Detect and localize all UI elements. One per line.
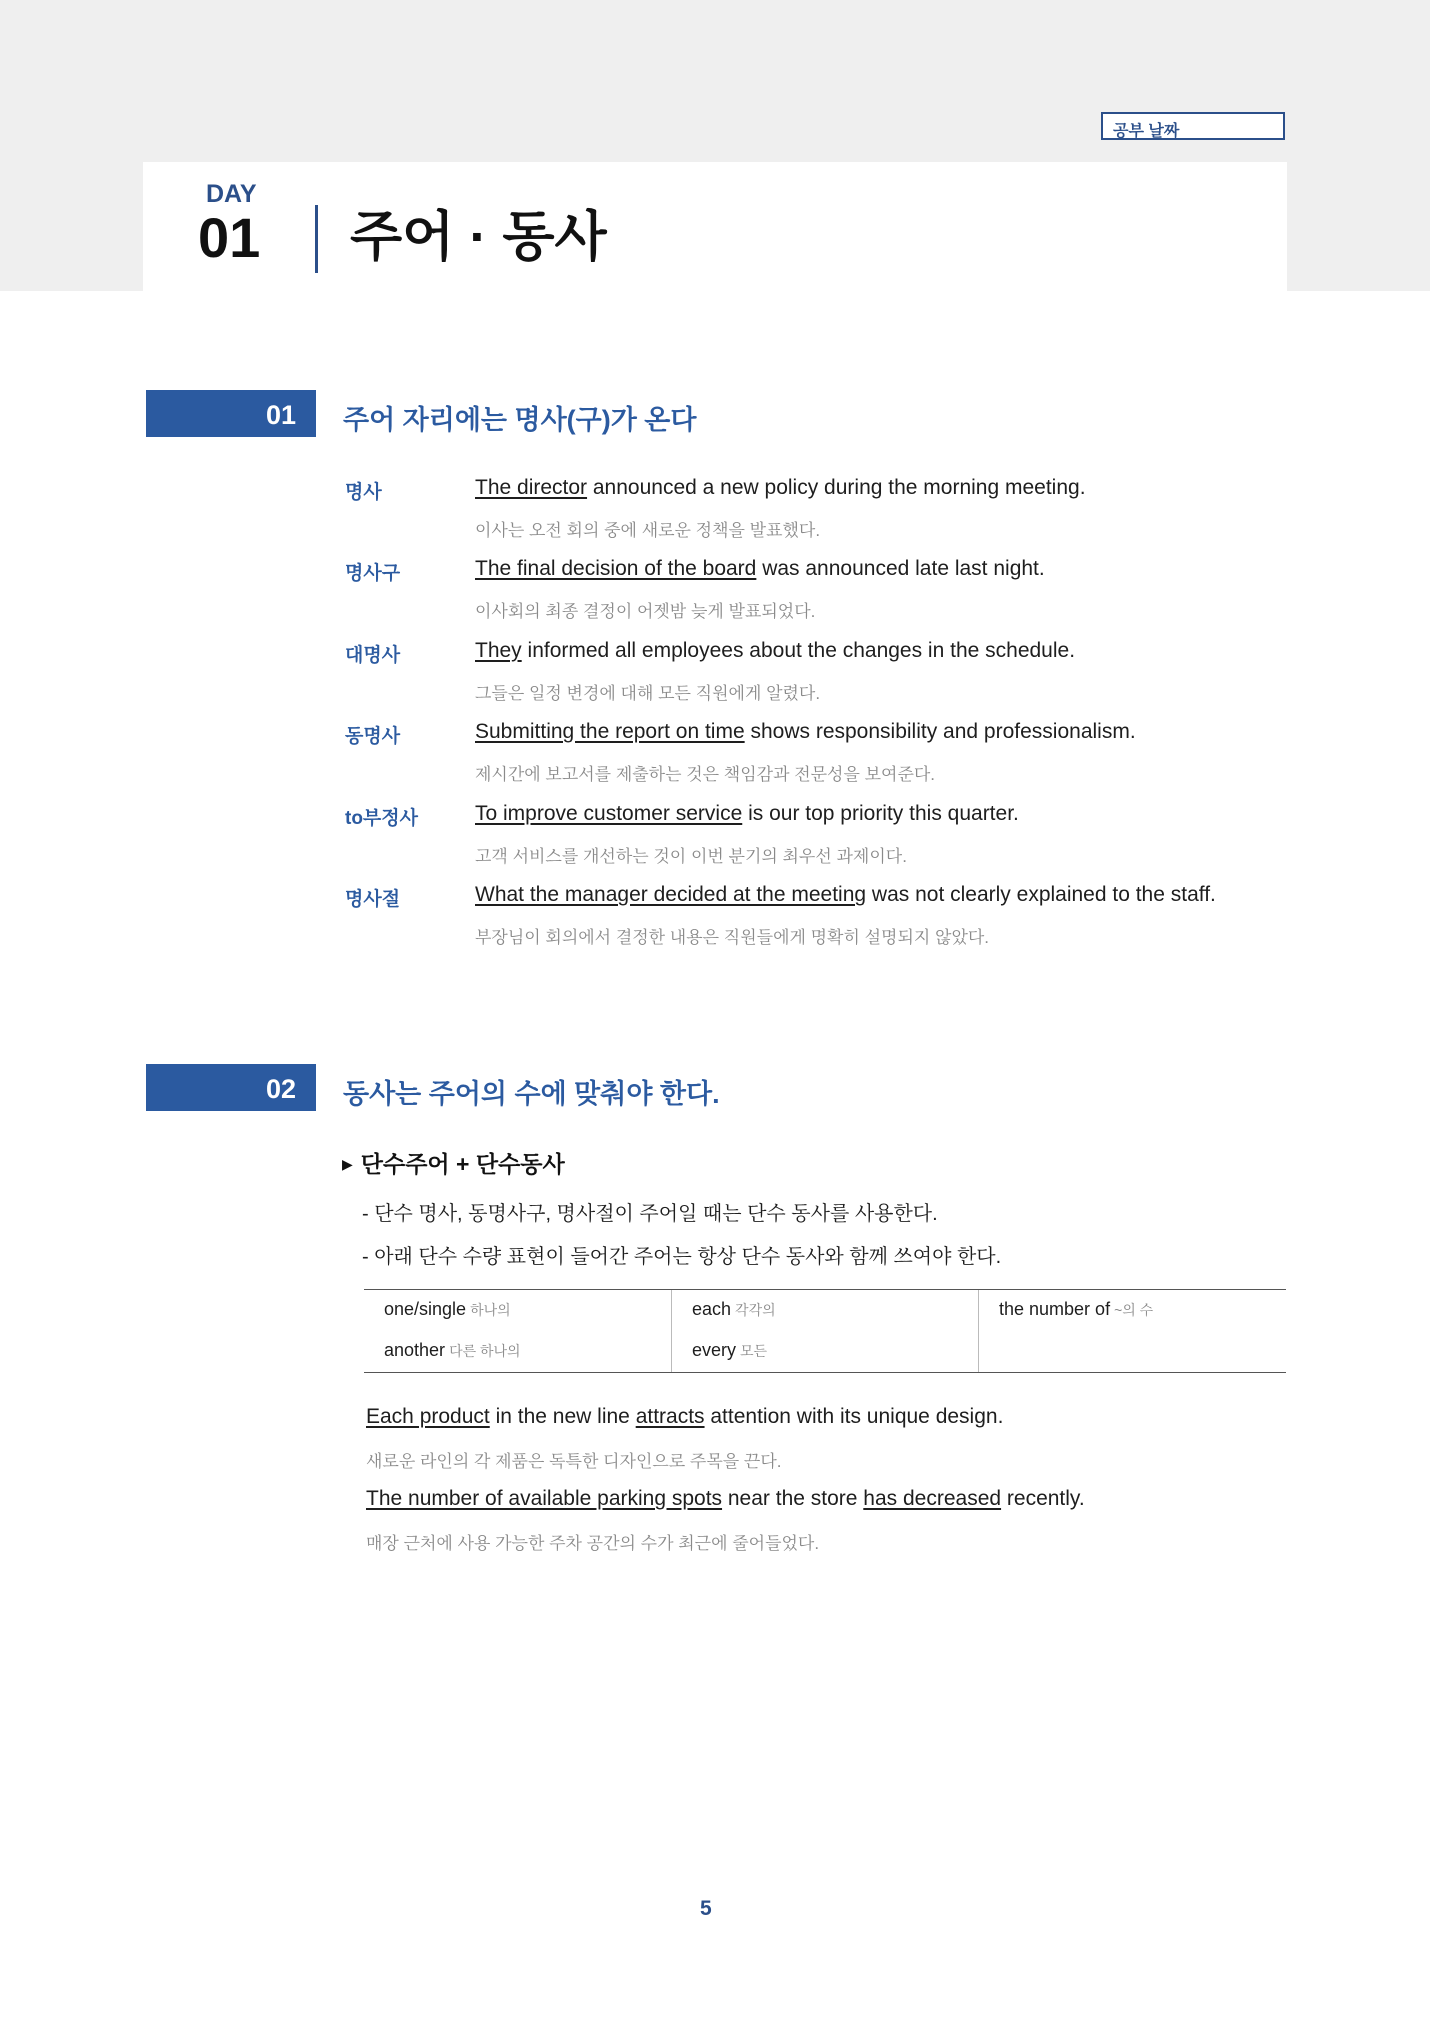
example-translation: 제시간에 보고서를 제출하는 것은 책임감과 전문성을 보여준다.	[475, 765, 936, 784]
row-label: 명사	[345, 482, 382, 503]
section-title: 동사는 주어의 수에 맞춰야 한다.	[343, 1079, 720, 1109]
triangle-bullet-icon: ▶	[342, 1156, 353, 1172]
example-translation: 이사는 오전 회의 중에 새로운 정책을 발표했다.	[475, 521, 821, 540]
table-column	[978, 1290, 1286, 1372]
table-cell: every 모든	[692, 1340, 768, 1360]
example-sentence: What the manager decided at the meeting was not clearly explained to the staff.	[475, 883, 1216, 906]
study-date-box[interactable]: 공부 날짜	[1101, 112, 1285, 140]
example-sentence: Submitting the report on time shows responsibility and professionalism.	[475, 720, 1136, 743]
rule-note: - 단수 명사, 동명사구, 명사절이 주어일 때는 단수 동사를 사용한다.	[362, 1203, 938, 1225]
quantity-expression-table	[364, 1289, 1286, 1373]
title-divider	[315, 205, 318, 273]
day-number: 01	[198, 206, 261, 269]
row-label: 대명사	[345, 645, 401, 666]
table-cell: each 각각의	[692, 1299, 776, 1319]
example-sentence: The number of available parking spots near the store has decreased recently.	[366, 1487, 1085, 1510]
section-number-badge: 02	[146, 1064, 316, 1111]
row-label: 명사구	[345, 563, 401, 584]
table-column	[364, 1290, 671, 1372]
example-translation: 고객 서비스를 개선하는 것이 이번 분기의 최우선 과제이다.	[475, 847, 907, 866]
section-number-badge: 01	[146, 390, 316, 437]
rule-note: - 아래 단수 수량 표현이 들어간 주어는 항상 단수 동사와 함께 쓰여야 한다.	[362, 1246, 1002, 1268]
table-cell: the number of ~의 수	[999, 1299, 1154, 1319]
example-translation: 매장 근처에 사용 가능한 주차 공간의 수가 최근에 줄어들었다.	[366, 1534, 820, 1553]
example-translation: 새로운 라인의 각 제품은 독특한 디자인으로 주목을 끈다.	[366, 1452, 782, 1471]
example-sentence: Each product in the new line attracts attention with its unique design.	[366, 1405, 1004, 1428]
table-cell: one/single 하나의	[384, 1299, 511, 1319]
example-translation: 그들은 일정 변경에 대해 모든 직원에게 알렸다.	[475, 684, 821, 703]
row-label: 동명사	[345, 726, 401, 747]
row-label: 명사절	[345, 889, 401, 910]
day-label: DAY	[206, 180, 257, 208]
example-sentence: They informed all employees about the changes in the schedule.	[475, 639, 1076, 662]
example-sentence: The director announced a new policy during the morning meeting.	[475, 476, 1086, 499]
page-title: 주어 · 동사	[350, 207, 607, 267]
page-number: 5	[700, 1897, 712, 1920]
example-sentence: The final decision of the board was announced late last night.	[475, 557, 1045, 580]
rule-heading: ▶ 단수주어 + 단수동사	[342, 1151, 565, 1177]
section-title: 주어 자리에는 명사(구)가 온다	[343, 405, 697, 435]
example-translation: 이사회의 최종 결정이 어젯밤 늦게 발표되었다.	[475, 602, 816, 621]
example-translation: 부장님이 회의에서 결정한 내용은 직원들에게 명확히 설명되지 않았다.	[475, 928, 990, 947]
table-column	[671, 1290, 979, 1372]
row-label: to부정사	[345, 808, 418, 829]
example-sentence: To improve customer service is our top priority this quarter.	[475, 802, 1019, 825]
table-cell: another 다른 하나의	[384, 1340, 521, 1360]
